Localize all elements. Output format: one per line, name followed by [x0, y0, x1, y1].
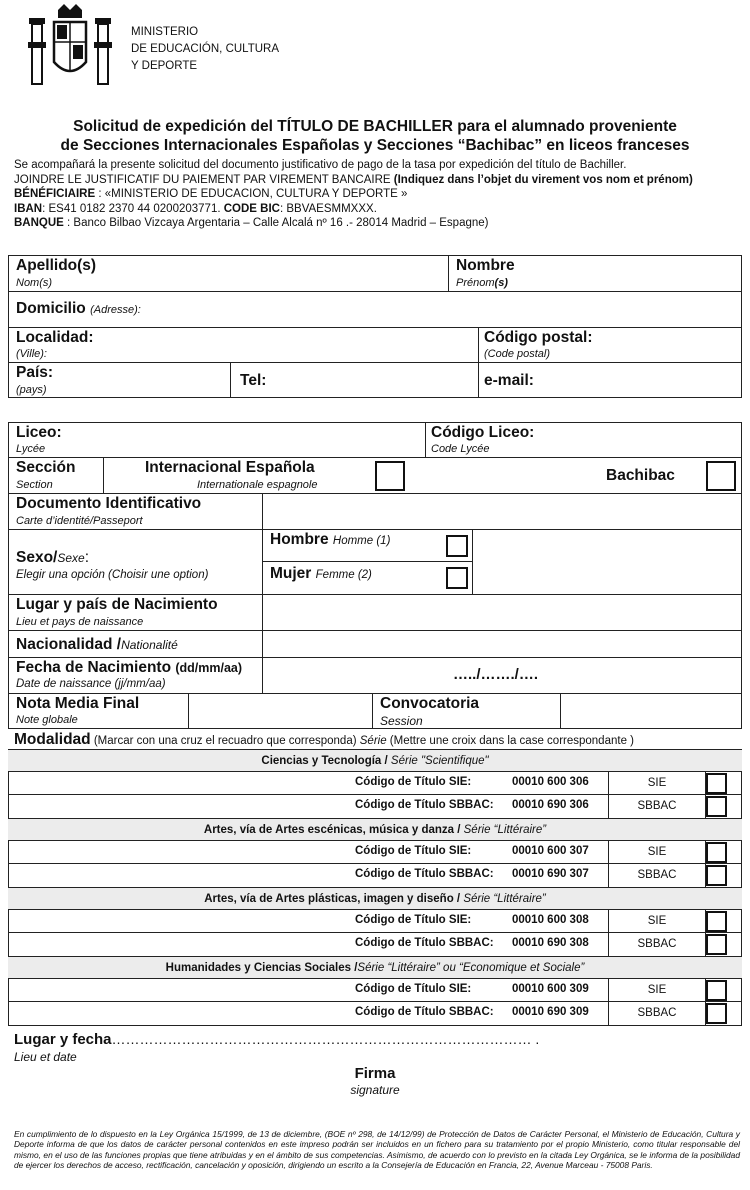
pais-label: País: [16, 364, 54, 381]
codigo-postal-label-fr: (Code postal) [484, 348, 551, 360]
codigo-liceo-label-fr: Code Lycée [431, 443, 490, 455]
firma-label-fr: signature [350, 1083, 400, 1097]
convocatoria-label: Convocatoria [380, 695, 480, 712]
titulo-code-row [8, 910, 742, 933]
documento-label-fr: Carte d’identité/Passeport [16, 515, 143, 527]
nombre-label-fr: Prénom(s) [456, 277, 508, 289]
modalidad-group-title: Ciencias y Tecnología / Série "Scientifique" [8, 749, 742, 772]
nacionalidad-field[interactable] [266, 632, 736, 655]
fecha-nacimiento-label: Fecha de Nacimiento (dd/mm/aa) [16, 659, 243, 676]
domicilio-field[interactable] [170, 294, 735, 324]
internacional-label: Internacional Española [145, 459, 315, 476]
mujer-checkbox[interactable] [446, 567, 468, 589]
localidad-field[interactable] [110, 330, 470, 360]
modalidad-checkbox[interactable] [706, 980, 727, 1001]
titulo-code-row [8, 933, 742, 956]
modalidad-group-title: Artes, vía de Artes escénicas, música y danza / Série “Littéraire” [8, 818, 742, 841]
seccion-label-fr: Section [16, 479, 53, 491]
apellido-field[interactable] [120, 258, 440, 288]
email-field[interactable] [550, 365, 735, 395]
titulo-code-row [8, 864, 742, 887]
titulo-type-abbr: SBBAC [608, 933, 706, 956]
fecha-nacimiento-field[interactable]: …../……./…. [453, 666, 539, 683]
apellido-label: Apellido(s) [16, 257, 97, 274]
lugar-fecha-label-fr: Lieu et date [14, 1050, 77, 1064]
titulo-code-value: 00010 600 307 [512, 845, 589, 857]
localidad-label-fr: (Ville): [16, 348, 47, 360]
codigo-postal-label: Código postal: [484, 329, 593, 346]
titulo-code-row [8, 841, 742, 864]
nombre-field[interactable] [530, 258, 735, 288]
seccion-label: Sección [16, 459, 76, 476]
pais-label-fr: (pays) [16, 384, 47, 396]
titulo-code-value: 00010 600 308 [512, 914, 589, 926]
modalidad-checkbox[interactable] [706, 773, 727, 794]
coat-of-arms-logo [24, 2, 116, 92]
titulo-code-value: 00010 690 309 [512, 1006, 589, 1018]
internacional-checkbox[interactable] [375, 461, 405, 491]
nota-label-fr: Note globale [16, 714, 78, 726]
lugar-nacimiento-label-fr: Lieu et pays de naissance [16, 616, 144, 628]
titulo-type-abbr: SIE [608, 910, 706, 933]
liceo-label: Liceo: [16, 424, 62, 441]
titulo-type-abbr: SIE [608, 841, 706, 864]
titulo-code-label: Código de Título SIE: [355, 914, 472, 926]
modalidad-checkbox[interactable] [706, 796, 727, 817]
sexo-label: Sexo/Sexe: [16, 549, 90, 566]
liceo-label-fr: Lycée [16, 443, 46, 455]
codigo-liceo-label: Código Liceo: [431, 424, 535, 441]
modalidad-checkbox[interactable] [706, 911, 727, 932]
page-title: Solicitud de expedición del TÍTULO DE BACHILLER para el alumnado proveniente de Secciones Internacionales Españolas y Secciones “Bachibac” en liceos franceses [60, 118, 690, 154]
titulo-code-row [8, 1002, 742, 1025]
titulo-code-label: Código de Título SIE: [355, 983, 472, 995]
email-label: e-mail: [484, 372, 534, 389]
bachibac-checkbox[interactable] [706, 461, 736, 491]
titulo-type-abbr: SIE [608, 979, 706, 1002]
titulo-code-label: Código de Título SBBAC: [355, 937, 494, 949]
titulo-code-label: Código de Título SBBAC: [355, 1006, 494, 1018]
hombre-label: Hombre Homme (1) [270, 531, 391, 548]
modalidad-heading: Modalidad (Marcar con una cruz el recuadro que corresponda) Série (Mettre une croix dans la case correspondante ) [14, 731, 634, 748]
nota-field[interactable] [192, 696, 368, 726]
sexo-sub: Elegir una opción (Choisir une option) [16, 569, 209, 581]
firma-label: Firma [354, 1065, 396, 1082]
convocatoria-field[interactable] [564, 696, 736, 726]
titulo-code-label: Código de Título SIE: [355, 845, 472, 857]
titulo-type-abbr: SIE [608, 772, 706, 795]
ministry-name: MINISTERIO DE EDUCACIÓN, CULTURA Y DEPORTE [131, 26, 280, 72]
tel-label: Tel: [240, 372, 267, 389]
titulo-code-value: 00010 600 306 [512, 776, 589, 788]
firma-field[interactable] [250, 1098, 500, 1126]
documento-label: Documento Identificativo [16, 495, 202, 512]
lugar-fecha-line: Lugar y fecha……………………………………………………………………………… . [14, 1031, 540, 1048]
titulo-code-row [8, 772, 742, 795]
hombre-checkbox[interactable] [446, 535, 468, 557]
modalidad-checkbox[interactable] [706, 865, 727, 886]
titulo-code-row [8, 795, 742, 818]
tel-field[interactable] [280, 365, 470, 395]
domicilio-label: Domicilio (Adresse): [16, 300, 141, 317]
nota-label: Nota Media Final [16, 695, 140, 712]
nacionalidad-label: Nacionalidad /Nationalité [16, 636, 178, 653]
titulo-code-value: 00010 690 307 [512, 868, 589, 880]
modalidad-checkbox[interactable] [706, 934, 727, 955]
internacional-label-fr: Internationale espagnole [197, 479, 318, 491]
titulo-type-abbr: SBBAC [608, 864, 706, 887]
titulo-code-row [8, 979, 742, 1002]
titulo-code-label: Código de Título SIE: [355, 776, 472, 788]
localidad-label: Localidad: [16, 329, 94, 346]
lugar-nacimiento-field[interactable] [266, 597, 736, 627]
payment-info: Se acompañará la presente solicitud del documento justificativo de pago de la tasa por expedición del título de Bachiller. JOINDRE LE JUSTIFICATIF DU PAIEMENT PAR VIREMENT BANCAIRE (Indiquez dans l’objet du virement vos nom et prénom) BÉNÉFICIAIRE : «MINISTERIO DE EDUCACION, CULTURA Y DEPORTE » IBAN: ES41 0182 2370 44 0200203771. CODE BIC: BBVAESMMXXX. BANQUE : Banco Bilbao Vizcaya Argentaria – Calle Alcalá nº 16 .- 28014 Madrid – Espagne) [14, 159, 693, 229]
modalidad-group-title: Artes, vía de Artes plásticas, imagen y diseño / Série “Littéraire” [8, 887, 742, 910]
liceo-field[interactable] [80, 425, 415, 454]
apellido-label-fr: Nom(s) [16, 277, 53, 289]
titulo-type-abbr: SBBAC [608, 795, 706, 818]
documento-field[interactable] [266, 496, 736, 526]
convocatoria-label-fr: Session [380, 714, 423, 728]
titulo-code-value: 00010 600 309 [512, 983, 589, 995]
modalidad-checkbox[interactable] [706, 1003, 727, 1024]
titulo-code-value: 00010 690 308 [512, 937, 589, 949]
fecha-nacimiento-label-fr: Date de naissance (jj/mm/aa) [16, 678, 166, 690]
mujer-label: Mujer Femme (2) [270, 565, 372, 582]
bachibac-label: Bachibac [606, 467, 675, 484]
data-protection-notice: En cumplimiento de lo dispuesto en la Ley Orgánica 15/1999, de 13 de diciembre, (BOE nº 298, de 14/12/99) de Protección de Datos de Carácter Personal, el Ministerio de Educación, Cultura y Deporte informa de que los datos de carácter personal contenidos en este impreso podrán ser incluidos en un fichero para su tratamiento por el propio Ministerio, como titular responsable del mismo, en el uso de las funciones propias que tiene atribuidas y en el ámbito de sus competencias. Asimismo, de acuerdo con lo previsto en la citada Ley Orgánica, se le informa de la posibilidad de ejercer los derechos de acceso, rectificación, cancelación y oposición, dirigiendo un escrito a la Consejería de Educación en Francia, 22, Avenue Marceau - 75008 Paris. [14, 1129, 740, 1171]
titulo-type-abbr: SBBAC [608, 1002, 706, 1025]
titulo-code-label: Código de Título SBBAC: [355, 868, 494, 880]
titulo-code-label: Código de Título SBBAC: [355, 799, 494, 811]
lugar-nacimiento-label: Lugar y país de Nacimiento [16, 596, 218, 613]
modalidad-group-title: Humanidades y Ciencias Sociales /Série “Littéraire” ou “Economique et Sociale” [8, 956, 742, 979]
titulo-code-value: 00010 690 306 [512, 799, 589, 811]
nombre-label: Nombre [456, 257, 515, 274]
modalidad-checkbox[interactable] [706, 842, 727, 863]
